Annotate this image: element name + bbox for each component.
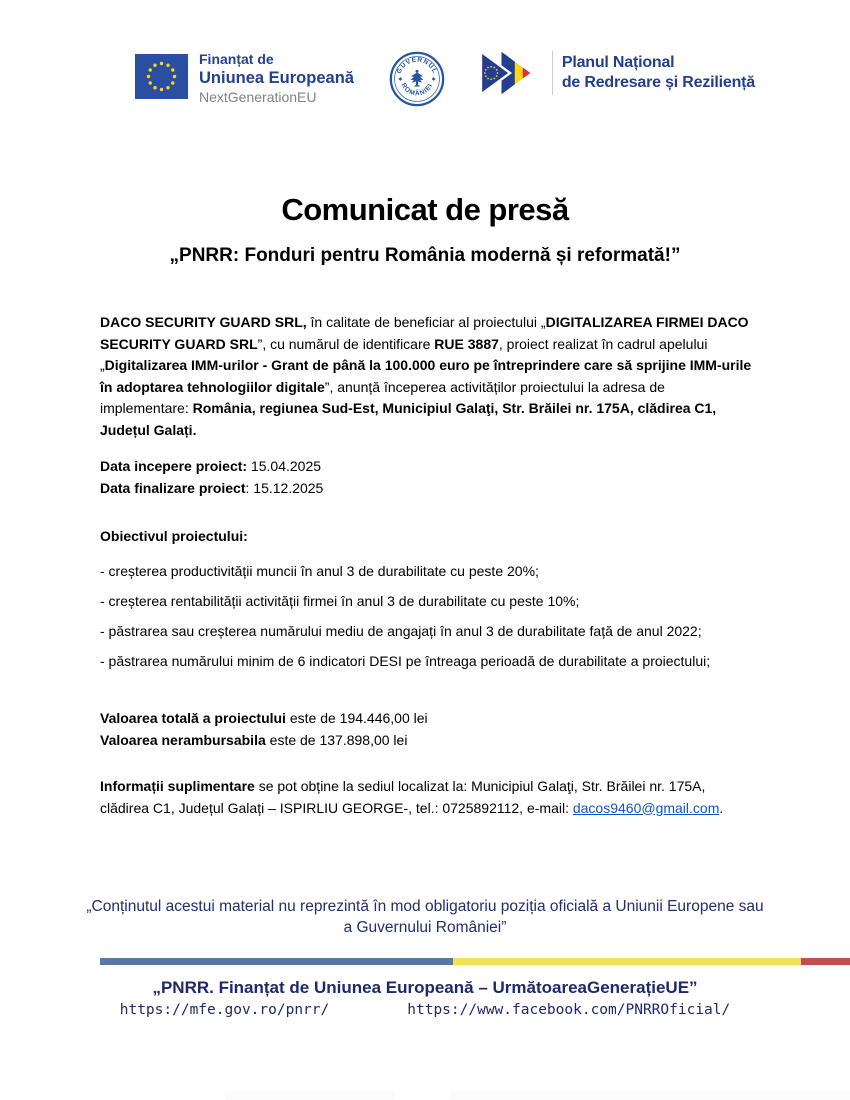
project-values xyxy=(100,708,755,751)
text-run: . xyxy=(719,799,724,816)
eu-logo-line3: NextGenerationEU xyxy=(199,89,317,105)
text-run: este de 194.446,00 lei xyxy=(285,710,428,726)
text-run: ”, cu numărul de identificare xyxy=(257,335,435,352)
intro-paragraph xyxy=(100,312,755,441)
eu-funding-logo xyxy=(135,50,354,107)
objective-item: - creșterea productivității muncii în anul 3 de durabilitate cu peste 20%; xyxy=(100,562,539,579)
total-value-line xyxy=(100,708,755,730)
project-dates xyxy=(100,456,755,499)
eu-flag-icon xyxy=(135,54,188,99)
footer-bar-blue-segment xyxy=(100,958,453,965)
footer-links xyxy=(0,1002,850,1018)
pnrr-logo-line1: Planul Național xyxy=(561,54,675,71)
seal-text-top: GUVERNUL xyxy=(396,56,439,75)
eu-logo-line2: Uniunea Europeană xyxy=(199,69,354,87)
pnrr-logo-line2: de Redresare și Reziliență xyxy=(561,74,755,91)
disclaimer-text: „Conținutul acestui material nu reprezintă în mod obligatoriu poziția oficială a Uniunii Europene sau a Guvernului României” xyxy=(86,898,764,936)
objectives-list xyxy=(100,561,755,673)
header-logos xyxy=(0,0,850,112)
text-run: , proiect realizat în cadrul apelului „ xyxy=(100,335,708,373)
grant-value-line xyxy=(100,730,755,752)
text-run: RUE 3887 xyxy=(434,335,499,352)
text-run: DIGITALIZAREA FIRMEI DACO SECURITY GUARD SRL xyxy=(100,314,749,352)
footer-divider-bar xyxy=(100,958,850,965)
pnrr-arrows-icon xyxy=(481,50,543,96)
text-run: Data finalizare proiect xyxy=(100,479,246,496)
page-bottom-artifact xyxy=(225,1091,395,1100)
text-run: România, regiunea Sud-Est, Municipiul Galaţi, Str. Brăilei nr. 175A, clădirea C1, Județul Galați. xyxy=(100,400,717,438)
seal-text-bottom: ROMÂNIEI xyxy=(400,82,435,98)
text-run: ”, anunță începerea activităților proiectului la adresa de implementare: xyxy=(100,378,665,416)
romanian-government-seal-icon xyxy=(389,51,445,107)
page-bottom-artifact xyxy=(450,1091,850,1100)
text-run: este de 137.898,00 lei xyxy=(265,731,408,748)
eu-logo-line1: Finanțat de xyxy=(199,51,274,67)
page-title: Comunicat de presă xyxy=(281,192,569,227)
end-date-line xyxy=(100,478,755,500)
footer-link-facebook[interactable]: https://www.facebook.com/PNRROficial/ xyxy=(407,1001,731,1018)
text-run: Valoarea nerambursabila xyxy=(100,731,266,748)
text-run: Digitalizarea IMM-urilor - Grant de până la 100.000 euro pe întreprindere care să sprijine IMM-urile în adoptarea tehnologiilor digitale xyxy=(100,357,752,395)
text-run: Informații suplimentare xyxy=(100,778,255,794)
pnrr-logo xyxy=(481,50,755,96)
pnrr-logo-text xyxy=(562,53,755,93)
start-date-line xyxy=(100,456,755,478)
objective-item: - creșterea rentabilității activității firmei în anul 3 de durabilitate cu peste 10%; xyxy=(100,592,580,609)
text-run: 15.04.2025 xyxy=(247,458,322,474)
eu-logo-text xyxy=(199,50,354,107)
text-run: DACO SECURITY GUARD SRL, xyxy=(100,314,307,330)
footer-bar-yellow-segment xyxy=(453,958,801,965)
text-run: se pot obține la sediul localizat la: Municipiul Galaţi, Str. Brăilei nr. 175A, clădirea C1, Județul Galați – ISPIRLIU GEORGE-, tel.: 0725892112, e-mail: xyxy=(100,778,706,816)
footer-motto: „PNRR. Finanțat de Uniunea Europeană – UrmătoareaGenerațieUE” xyxy=(152,977,698,997)
objectives-heading: Obiectivul proiectului: xyxy=(100,528,248,544)
footer-bar-red-segment xyxy=(801,958,850,965)
text-run: : 15.12.2025 xyxy=(245,479,324,496)
objective-item: - păstrarea sau creșterea numărului mediu de angajați în anul 3 de durabilitate față de anul 2022; xyxy=(100,622,702,639)
text-run: Data incepere proiect: xyxy=(100,458,248,474)
page-subtitle: „PNRR: Fonduri pentru România modernă și reformată!” xyxy=(169,245,681,266)
footer-link-mfe[interactable]: https://mfe.gov.ro/pnrr/ xyxy=(119,1001,330,1018)
email-link[interactable]: dacos9460@gmail.com xyxy=(572,799,720,816)
text-run: în calitate de beneficiar al proiectului „ xyxy=(306,314,546,330)
footer xyxy=(0,958,850,1018)
objective-item: - păstrarea numărului minim de 6 indicatori DESI pe întreaga perioadă de durabilitate a proiectului; xyxy=(100,652,711,669)
contact-info-paragraph xyxy=(100,776,755,819)
text-run: Valoarea totală a proiectului xyxy=(100,710,286,726)
pnrr-logo-divider xyxy=(552,51,553,95)
